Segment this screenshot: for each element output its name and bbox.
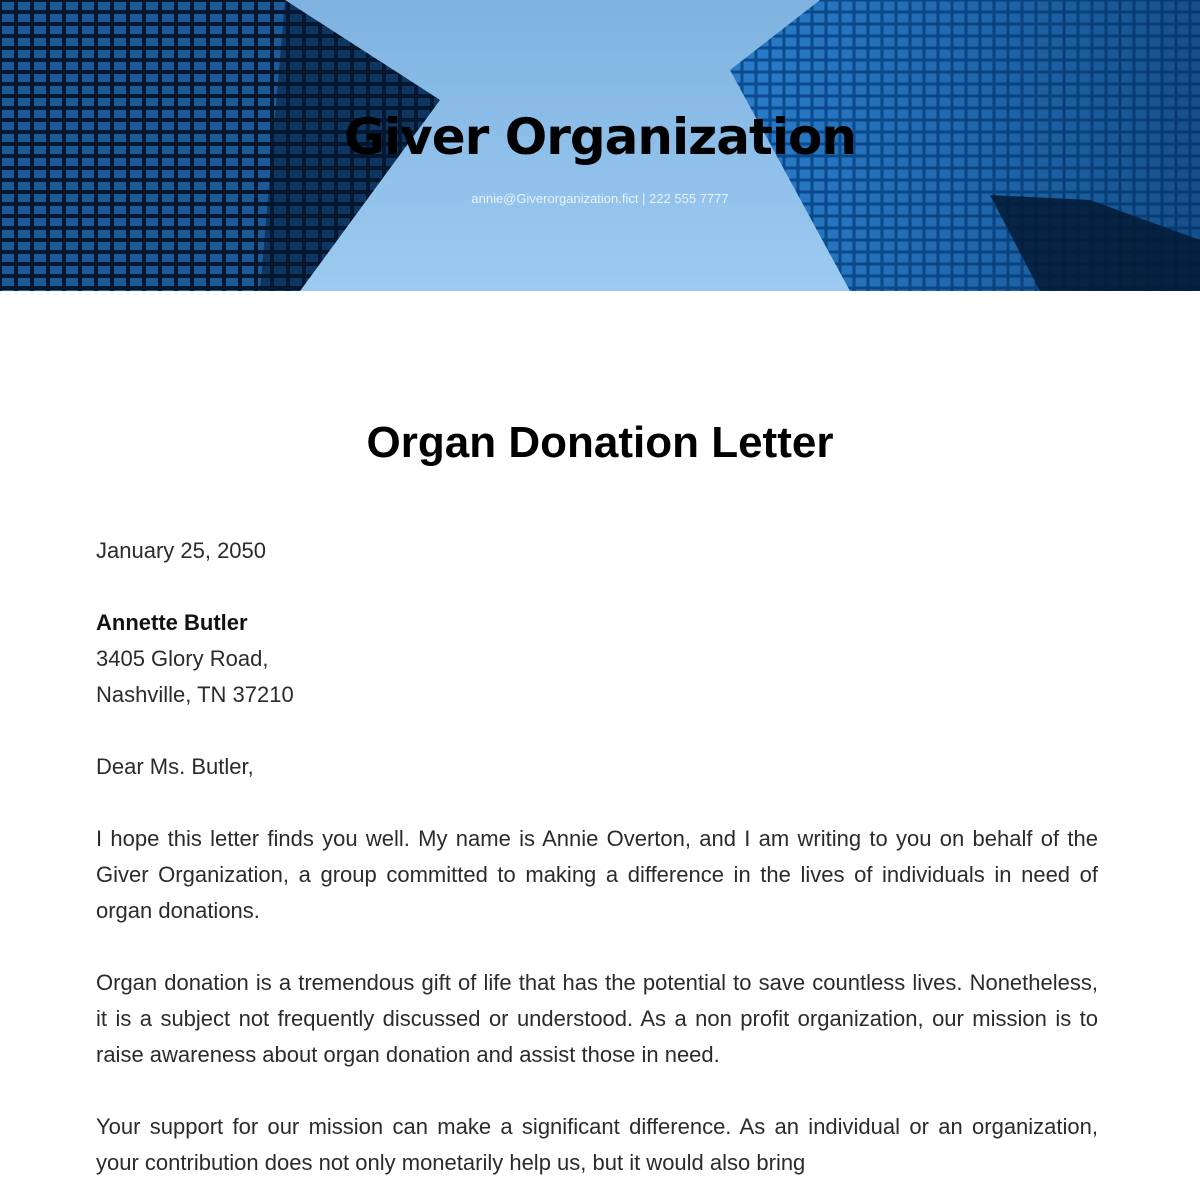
letter-body xyxy=(96,533,1098,1200)
recipient-address-line1: 3405 Glory Road, xyxy=(96,646,269,671)
salutation: Dear Ms. Butler, xyxy=(96,754,254,779)
paragraph-intro: I hope this letter finds you well. My name is Annie Overton, and I am writing to you on behalf of the Giver Organization, a group committed to making a difference in the lives of individuals in need of organ donations. xyxy=(96,826,1098,923)
header-banner xyxy=(0,0,1200,291)
recipient-address-line2: Nashville, TN 37210 xyxy=(96,682,294,707)
paragraph-mission: Organ donation is a tremendous gift of life that has the potential to save countless lives. Nonetheless, it is a subject not frequently discussed or understood. As a non profit organization, our mission is to raise awareness about organ donation and assist those in need. xyxy=(96,970,1098,1067)
organization-contact: annie@Giverorganization.fict | 222 555 7777 xyxy=(471,191,729,206)
letter-date-block xyxy=(96,533,1098,569)
organization-name: Giver Organization xyxy=(343,108,856,166)
recipient-name: Annette Butler xyxy=(96,610,248,635)
recipient-address xyxy=(96,605,1098,713)
letter-title: Organ Donation Letter xyxy=(366,418,834,467)
letter-date: January 25, 2050 xyxy=(96,538,267,563)
paragraph-support: Your support for our mission can make a significant difference. As an individual or an organization, your contribution does not only monetarily help us, but it would also bring xyxy=(96,1114,1098,1175)
salutation-block xyxy=(96,749,1098,785)
